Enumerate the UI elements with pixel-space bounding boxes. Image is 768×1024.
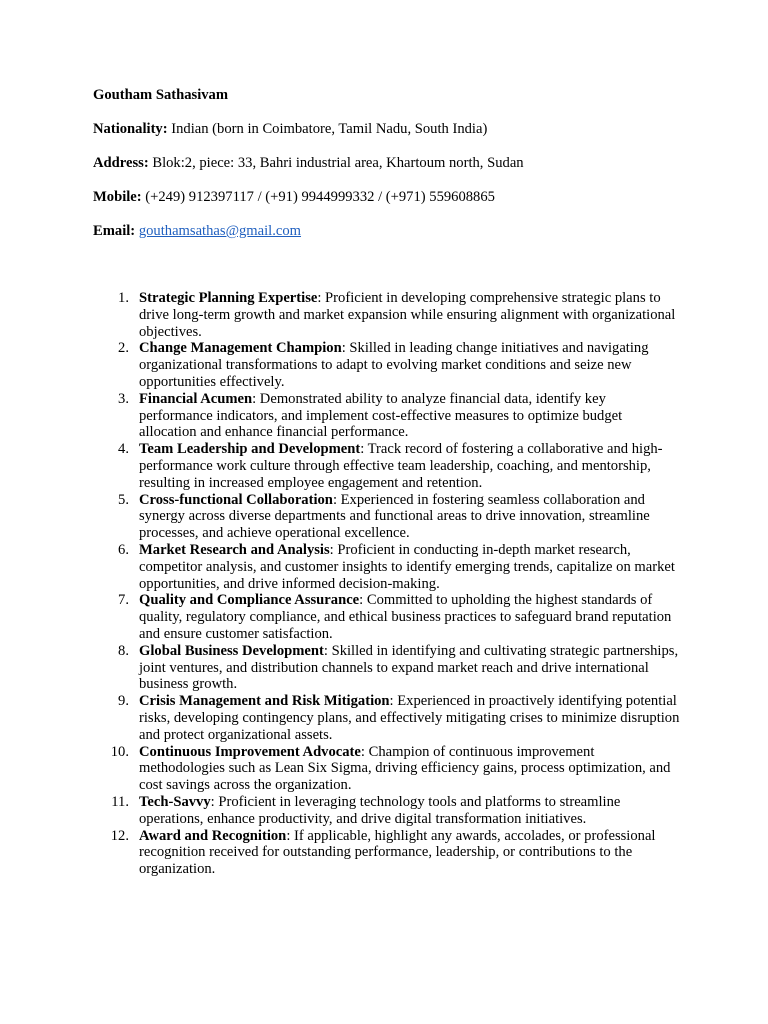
list-item — [93, 290, 683, 340]
list-item — [93, 828, 683, 878]
contact-header — [93, 86, 693, 256]
list-item-title: Award and Recognition — [139, 827, 287, 844]
list-item-text: : Demonstrated ability to analyze financial data, identify key performance indicators, and implement cost-effective measures to optimize budget allocation and enhance financial performance. — [139, 390, 623, 441]
list-item — [93, 744, 683, 794]
list-item-title: Team Leadership and Development — [139, 441, 361, 458]
list-item-title: Tech-Savvy — [139, 793, 211, 810]
list-item-number: 10. — [110, 743, 129, 760]
list-item-text: : Skilled in identifying and cultivating strategic partnerships, joint ventures, and distribution channels to expand market reach and drive international business growth. — [139, 642, 679, 693]
list-item-number: 2. — [118, 340, 129, 357]
list-item-number: 1. — [118, 290, 129, 306]
mobile-label: Mobile: — [93, 189, 142, 205]
list-item-number: 6. — [118, 541, 129, 558]
mobile-line — [93, 188, 693, 206]
list-item-title: Quality and Compliance Assurance — [139, 592, 360, 609]
list-item-text: : Experienced in fostering seamless collaboration and synergy across diverse departments and functional areas to drive innovation, streamline processes, and achieve operational excellence. — [139, 491, 650, 542]
list-item — [93, 492, 683, 542]
skills-list — [93, 290, 683, 878]
list-item-title: Strategic Planning Expertise — [139, 290, 318, 306]
list-item-title: Change Management Champion — [139, 340, 342, 357]
list-item-text: : Proficient in leveraging technology tools and platforms to streamline operations, enhance productivity, and drive digital transformation initiatives. — [139, 793, 621, 827]
email-line — [93, 222, 693, 240]
nationality-value: Indian (born in Coimbatore, Tamil Nadu, South India) — [171, 121, 488, 137]
nationality-line — [93, 120, 693, 138]
list-item-number: 4. — [118, 441, 129, 458]
list-item-title: Market Research and Analysis — [139, 541, 330, 558]
list-item-number: 9. — [118, 693, 129, 710]
email-label: Email: — [93, 223, 136, 239]
list-item — [93, 391, 683, 441]
list-item-number: 8. — [118, 642, 129, 659]
person-name: Goutham Sathasivam — [93, 87, 229, 103]
list-item-number: 3. — [118, 390, 129, 407]
list-item-text: : Proficient in developing comprehensive strategic plans to drive long-term growth and market expansion while ensuring alignment with organizational objectives. — [139, 290, 676, 340]
list-item-title: Continuous Improvement Advocate — [139, 743, 361, 760]
list-item — [93, 340, 683, 390]
email-link[interactable]: gouthamsathas@gmail.com — [138, 223, 302, 239]
list-item-number: 5. — [118, 491, 129, 508]
list-item — [93, 441, 683, 491]
list-item-title: Global Business Development — [139, 642, 324, 659]
nationality-label: Nationality: — [93, 121, 168, 137]
address-value: Blok:2, piece: 33, Bahri industrial area, Khartoum north, Sudan — [152, 155, 524, 171]
list-item-text: : Proficient in conducting in-depth market research, competitor analysis, and customer insights to identify emerging trends, capitalize on market opportunities, and drive informed decision-making. — [139, 541, 675, 592]
list-item-title: Cross-functional Collaboration — [139, 491, 333, 508]
list-item-number: 11. — [111, 793, 129, 810]
list-item-text: : Committed to upholding the highest standards of quality, regulatory compliance, and ethical business practices to safeguard brand reputation and ensure customer satisfaction. — [139, 592, 672, 642]
list-item-text: : If applicable, highlight any awards, accolades, or professional recognition received for outstanding performance, leadership, or contributions to the organization. — [139, 827, 656, 878]
address-line — [93, 154, 693, 172]
address-label: Address: — [93, 155, 149, 171]
list-item — [93, 693, 683, 743]
list-item-title: Crisis Management and Risk Mitigation — [139, 693, 390, 710]
list-item-text: : Track record of fostering a collaborative and high-performance work culture through effective team leadership, coaching, and mentorship, resulting in increased employee engagement and retention. — [139, 441, 663, 491]
list-item — [93, 794, 683, 828]
list-item-number: 7. — [118, 592, 129, 609]
mobile-value: (+249) 912397117 / (+91) 9944999332 / (+971) 559608865 — [145, 189, 495, 205]
list-item-number: 12. — [110, 827, 129, 844]
list-item-text: : Champion of continuous improvement methodologies such as Lean Six Sigma, driving efficiency gains, process optimization, and cost savings across the organization. — [139, 743, 671, 794]
list-item-title: Financial Acumen — [139, 390, 253, 407]
list-item-text: : Skilled in leading change initiatives and navigating organizational transformations to adapt to evolving market conditions and seize new opportunities effectively. — [139, 340, 649, 390]
list-item — [93, 643, 683, 693]
list-item — [93, 592, 683, 642]
list-item-text: : Experienced in proactively identifying potential risks, developing contingency plans, and effectively mitigating crises to minimize disruption and protect organizational assets. — [139, 693, 680, 743]
list-item — [93, 542, 683, 592]
